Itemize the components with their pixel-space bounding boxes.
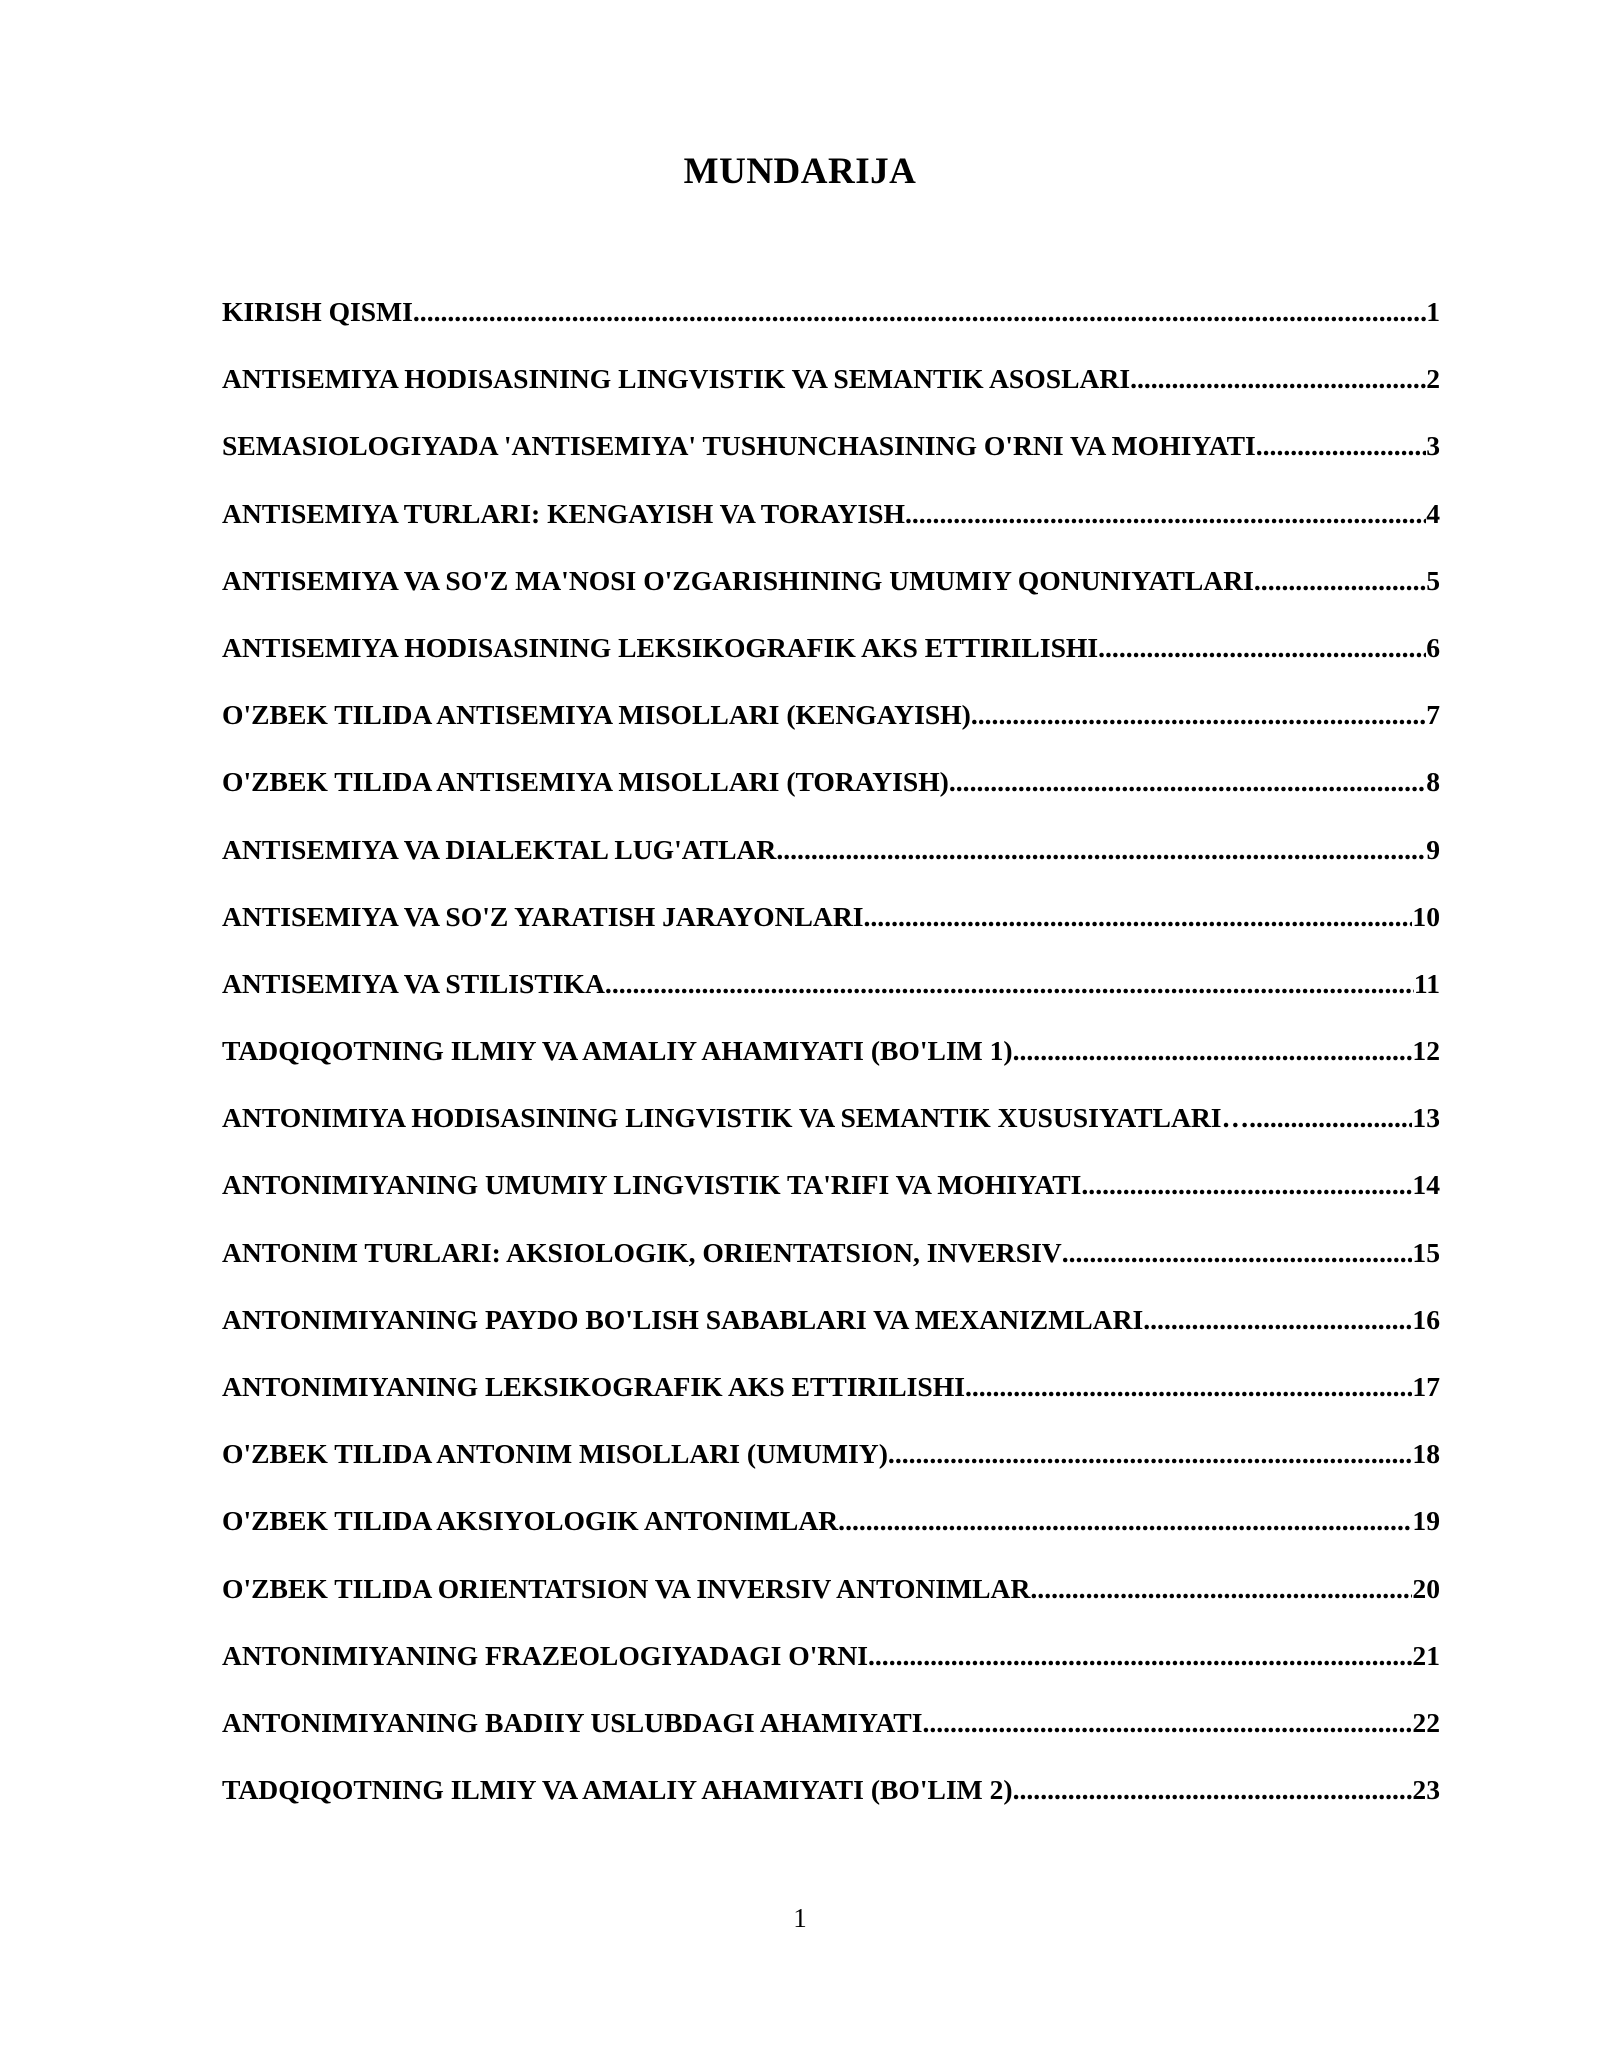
toc-entry-page: 6	[1426, 631, 1440, 663]
toc-entry[interactable]	[222, 1163, 1440, 1230]
toc-entry-page: 7	[1426, 699, 1440, 731]
toc-entry[interactable]	[222, 290, 1440, 357]
toc-entry[interactable]	[222, 1029, 1440, 1096]
toc-entry[interactable]	[222, 1634, 1440, 1701]
toc-entry-page: 17	[1412, 1371, 1440, 1402]
toc-entry[interactable]	[222, 1298, 1440, 1365]
toc-dot-leader	[1249, 1096, 1412, 1140]
toc-dot-leader	[905, 492, 1426, 536]
toc-entry-page: 3	[1426, 430, 1440, 462]
toc-dot-leader	[605, 962, 1414, 1006]
toc-entry[interactable]	[222, 1096, 1440, 1163]
toc-entry-page: 4	[1426, 497, 1440, 529]
toc-entry[interactable]	[222, 559, 1440, 626]
toc-entry-page: 11	[1413, 967, 1440, 999]
toc-entry-label: O'ZBEK TILIDA AKSIYOLOGIK ANTONIMLAR	[222, 1505, 839, 1537]
toc-dot-leader	[1263, 424, 1427, 468]
toc-entry-page: 16	[1412, 1303, 1440, 1335]
toc-entry[interactable]	[222, 962, 1440, 1029]
toc-dot-leader	[413, 290, 1426, 334]
toc-entry-page: 13	[1412, 1102, 1440, 1134]
toc-entry[interactable]	[222, 626, 1440, 693]
toc-entry-label: ANTONIM TURLARI: AKSIOLOGIK, ORIENTATSION, INVERSIV	[222, 1236, 1062, 1268]
toc-dot-leader	[971, 693, 1426, 737]
toc-entry-label: O'ZBEK TILIDA ANTONIM MISOLLARI (UMUMIY)	[222, 1438, 888, 1470]
toc-dot-leader	[868, 1634, 1412, 1678]
toc-entry-page: 18	[1412, 1438, 1440, 1470]
toc-entry-label: O'ZBEK TILIDA ANTISEMIYA MISOLLARI (TORAYISH)	[222, 766, 949, 798]
toc-entry[interactable]	[222, 492, 1440, 559]
toc-dot-leader	[1143, 1298, 1412, 1342]
toc-entry-label: ANTONIMIYANING BADIIY USLUBDAGI AHAMIYATI	[222, 1706, 923, 1738]
toc-entry[interactable]	[222, 1567, 1440, 1634]
toc-entry-page: 10	[1412, 900, 1440, 932]
toc-entry-page: 23	[1412, 1774, 1440, 1806]
toc-entry[interactable]	[222, 1768, 1440, 1835]
toc-entry-label: ANTONIMIYANING PAYDO BO'LISH SABABLARI VA MEXANIZMLARI	[222, 1303, 1144, 1335]
toc-dot-leader	[1098, 626, 1426, 670]
toc-entry-page: 19	[1412, 1505, 1440, 1537]
toc-entry-page: 1	[1426, 296, 1440, 327]
toc-dot-leader	[1081, 1163, 1412, 1207]
toc-dot-leader	[922, 1701, 1412, 1745]
toc-entry-label: ANTONIMIYA HODISASINING LINGVISTIK VA SEMANTIK XUSUSIYATLARI…	[222, 1102, 1250, 1134]
toc-entry[interactable]	[222, 760, 1440, 827]
toc-dot-leader	[1013, 1768, 1413, 1812]
page-title: MUNDARIJA	[683, 151, 917, 192]
toc-entry[interactable]	[222, 1432, 1440, 1499]
toc-entry[interactable]	[222, 1365, 1440, 1432]
toc-entry[interactable]	[222, 828, 1440, 895]
toc-dot-leader	[1013, 1029, 1413, 1073]
toc-entry-label: ANTONIMIYANING FRAZEOLOGIYADAGI O'RNI	[222, 1639, 868, 1671]
toc-entry-label: O'ZBEK TILIDA ORIENTATSION VA INVERSIV ANTONIMLAR	[222, 1572, 1031, 1604]
toc-dot-leader	[1261, 559, 1426, 603]
toc-dot-leader	[838, 1499, 1412, 1543]
toc-dot-leader	[1130, 357, 1426, 401]
toc-entry-label: ANTISEMIYA VA SO'Z MA'NOSI O'ZGARISHINING UMUMIY QONUNIYATLARI.	[222, 564, 1261, 596]
toc-entry-label: O'ZBEK TILIDA ANTISEMIYA MISOLLARI (KENGAYISH)	[222, 699, 971, 731]
toc-dot-leader	[949, 760, 1426, 804]
toc-entry-label: ANTISEMIYA HODISASINING LINGVISTIK VA SEMANTIK ASOSLARI	[222, 363, 1131, 395]
toc-entry-label: ANTISEMIYA VA DIALEKTAL LUG'ATLAR	[222, 833, 777, 865]
toc-dot-leader	[776, 828, 1426, 872]
toc-entry[interactable]	[222, 1231, 1440, 1298]
toc-entry-page: 22	[1412, 1706, 1440, 1738]
toc-entry-label: TADQIQOTNING ILMIY VA AMALIY AHAMIYATI (BO'LIM 2)	[222, 1774, 1013, 1806]
toc-entry-label: TADQIQOTNING ILMIY VA AMALIY AHAMIYATI (BO'LIM 1)	[222, 1035, 1013, 1067]
toc-entry[interactable]	[222, 693, 1440, 760]
toc-entry-label: SEMASIOLOGIYADA 'ANTISEMIYA' TUSHUNCHASINING O'RNI VA MOHIYATI.	[222, 430, 1263, 462]
page-number: 1	[793, 1903, 807, 1933]
toc-dot-leader	[1062, 1231, 1413, 1275]
toc-entry-label: KIRISH QISMI	[222, 296, 413, 327]
toc-entry-page: 14	[1412, 1169, 1440, 1201]
toc-entry[interactable]	[222, 424, 1440, 491]
toc-entry[interactable]	[222, 357, 1440, 424]
toc-entry[interactable]	[222, 1499, 1440, 1566]
toc-entry-page: 20	[1412, 1572, 1440, 1604]
toc-entry-label: ANTONIMIYANING UMUMIY LINGVISTIK TA'RIFI VA MOHIYATI	[222, 1169, 1082, 1201]
toc-dot-leader	[1030, 1567, 1412, 1611]
toc-entry-label: ANTISEMIYA VA SO'Z YARATISH JARAYONLARI	[222, 900, 864, 932]
toc-entry-page: 21	[1412, 1639, 1440, 1671]
toc-entry-page: 2	[1426, 363, 1440, 395]
toc-entry-page: 5	[1426, 564, 1440, 596]
toc-entry-page: 12	[1412, 1035, 1440, 1067]
toc-entry-page: 8	[1426, 766, 1440, 798]
toc-entry-page: 9	[1426, 833, 1440, 865]
toc-entry-label: ANTISEMIYA VA STILISTIKA	[222, 967, 605, 999]
toc-dot-leader	[864, 895, 1413, 939]
toc-dot-leader	[965, 1365, 1412, 1409]
toc-dot-leader	[888, 1432, 1412, 1476]
toc-entry-label: ANTISEMIYA TURLARI: KENGAYISH VA TORAYISH	[222, 497, 905, 529]
toc-entry[interactable]	[222, 895, 1440, 962]
toc-entry-label: ANTONIMIYANING LEKSIKOGRAFIK AKS ETTIRILISHI	[222, 1371, 965, 1402]
toc-entry-label: ANTISEMIYA HODISASINING LEKSIKOGRAFIK AKS ETTIRILISHI	[222, 631, 1099, 663]
toc-entry[interactable]	[222, 1701, 1440, 1768]
table-of-contents	[222, 290, 1440, 1835]
toc-entry-page: 15	[1412, 1236, 1440, 1268]
